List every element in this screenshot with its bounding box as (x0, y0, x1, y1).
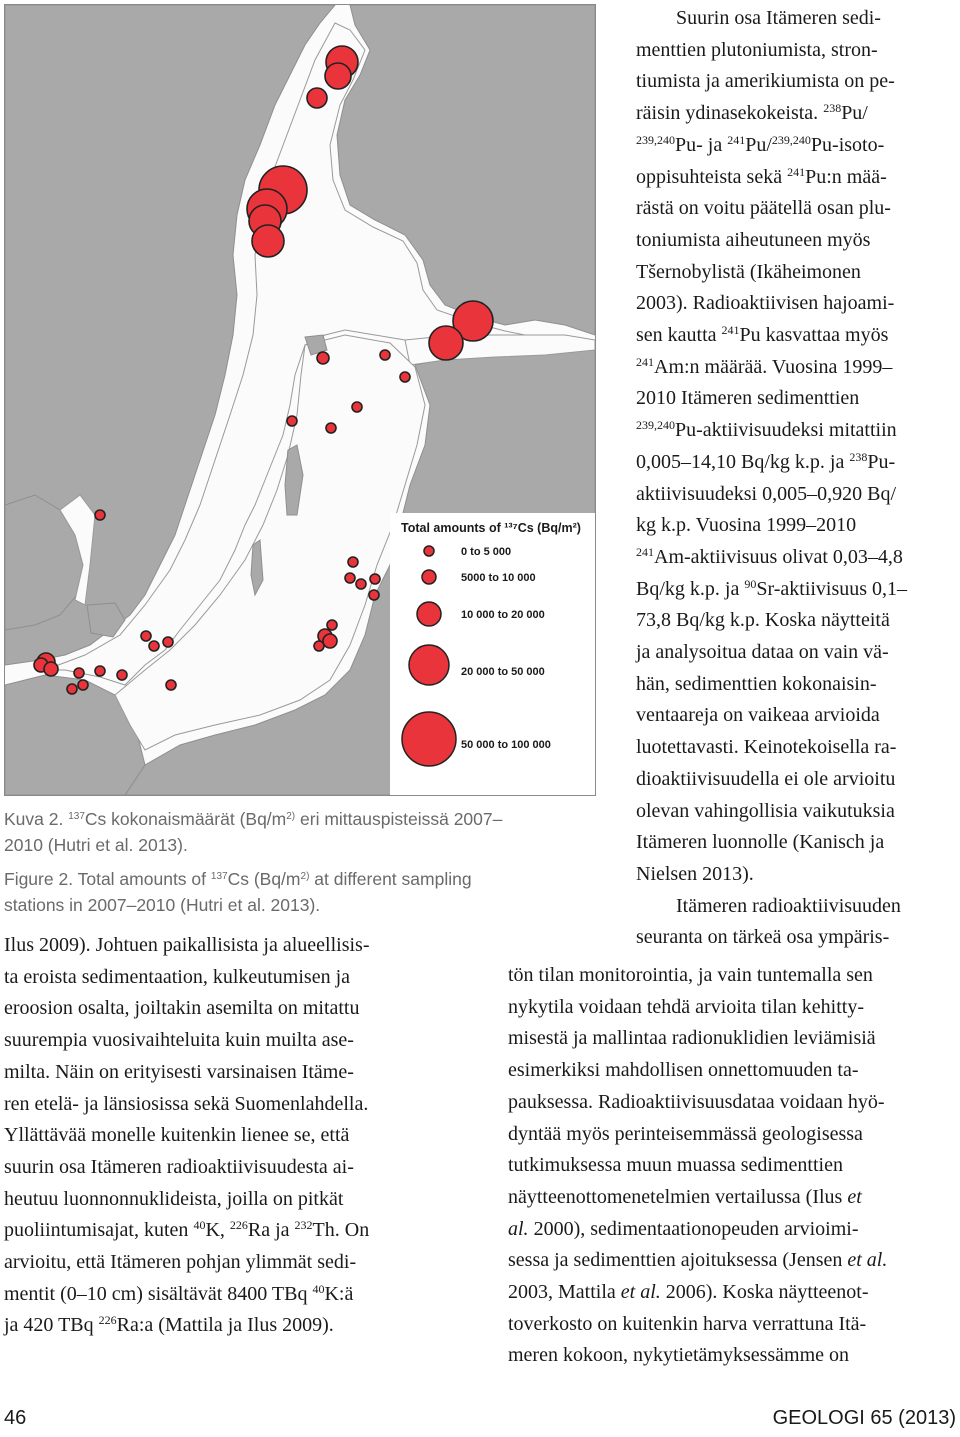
station-marker (380, 350, 390, 360)
station-marker (326, 423, 336, 433)
station-marker (323, 634, 337, 648)
legend (390, 513, 595, 795)
station-marker (429, 326, 463, 360)
paragraph: tön tilan monitorointia, ja vain tuntemalla sen nykytila voidaan tehdä arvioita tilan kehitty- misestä ja mallintaa radionuklidien leviämisiä esimerkiksi mahdollisen onnettomuuden ta- pauksessa. Radioaktiivisuusdataa voidaan hyö- dyntää myös perinteisemmässä geologisessa tutkimuksessa muun muassa sedimenttien näytteenottomenetelmien vertailussa (Ilus et al. 2000), sedimentaationopeuden arvioimi- sessa ja sedimenttien ajoituksessa (Jensen et al. 2003, Mattila et al. 2006). Koska näytteenot- toverkosto on kuitenkin harva verrattuna Itä- meren kokoon, nykytietämyksessämme on (508, 964, 888, 1367)
baltic-sea-map (5, 5, 595, 795)
station-marker (370, 574, 380, 584)
station-marker (166, 680, 176, 690)
legend-label-class-1: 0 to 5 000 (461, 546, 512, 558)
station-marker (400, 372, 410, 382)
station-marker (78, 680, 88, 690)
body-text-left-column (4, 930, 454, 1342)
station-marker (287, 416, 297, 426)
page-number: 46 (4, 1407, 27, 1429)
station-marker (352, 402, 362, 412)
station-marker (307, 88, 327, 108)
journal-running-footer: GEOLOGI 65 (2013) (772, 1407, 956, 1429)
caption-label-en: Figure 2. Total amounts of (4, 869, 207, 889)
legend-title: Total amounts of ¹³⁷Cs (Bq/m²) (401, 521, 581, 535)
station-marker (252, 225, 284, 257)
station-marker (356, 579, 366, 589)
station-marker (317, 352, 329, 364)
legend-symbol-class-3 (417, 602, 441, 626)
paragraph: Ilus 2009). Johtuen paikallisista ja alueellisis- ta eroista sedimentaation, kulkeutumisen ja eroosion osalta, joiltakin asemilta on mitattu suurempia vuosivaihteluita kuin muilta ase- milta. Näin on erityisesti varsinaisen Itäme- ren etelä- ja länsiosissa sekä Suomenlahdella. Yllättävää monelle kuitenkin lienee se, että suurin osa Itämeren radioaktiivisuudesta ai- heutuu luonnonnuklideista, joilla on pitkät puoliintumisajat, kuten $^{40}$K, $^{226}$Ra ja $^{232}$Th. On arvioitu, että Itämeren pohjan ylimmät sedi- mentit (0–10 cm) sisältävät 8400 TBq $^{40}$K:ä ja 420 TBq $^{226}$Ra:a (Mattila ja Ilus 2009). (4, 934, 370, 1337)
station-marker (67, 684, 77, 694)
cs137-map-figure (4, 4, 596, 796)
caption-label: Kuva 2. (4, 809, 64, 829)
figure-caption-finnish: Kuva 2. $^{137}$Cs kokonaismäärät ($Bq/m^{2)}$ eri mittauspisteissä 2007– 2010 (Hutri et al. 2013). (4, 809, 503, 855)
station-marker (95, 666, 105, 676)
legend-label-class-2: 5000 to 10 000 (461, 572, 536, 584)
station-marker (141, 631, 151, 641)
paragraph: Suurin osa Itämeren sedi- menttien plutoniumista, stron- tiumista ja amerikiumista on pe- räisin ydinasekokeista. $^{238}$Pu/ $^{239,240}$Pu- ja $^{241}$Pu/$^{239,240}$Pu-isoto- oppisuhteista sekä $^{241}$Pu:n mää- rästä on voitu päätellä osan plu- toniumista aiheutuneen myös Tšernobylistä (Ikäheimonen 2003). Radioaktiivisen hajoami- sen kautta $^{241}$Pu kasvattaa myös $^{241}$Am:n määrää. Vuosina 1999– 2010 Itämeren sedimenttien $^{239,240}$Pu-aktiivisuudeksi mitattiin 0,005–14,10 Bq/kg k.p. ja $^{238}$Pu- aktiivisuudeksi 0,005–0,920 Bq/ kg k.p. Vuosina 1999–2010 $^{241}$Am-aktiivisuus olivat 0,03–4,8 Bq/kg k.p. ja $^{90}$Sr-aktiivisuus 0,1– 73,8 Bq/kg k.p. Koska näytteitä ja analysoitua dataa on vain vä- hän, sedimenttien kokonaisin- ventaareja on vaikeaa arvioida luotettavasti. Keinotekoisella ra- dioaktiivisuudella ei ole arvioitu olevan vahingollisia vaikutuksia Itämeren luonnolle (Kanisch ja Nielsen 2013). (636, 7, 908, 885)
legend-symbol-class-2 (422, 570, 436, 584)
station-marker (327, 620, 337, 630)
station-marker (163, 637, 173, 647)
station-marker (117, 670, 127, 680)
legend-symbol-class-4 (409, 645, 449, 685)
legend-label-class-5: 50 000 to 100 000 (461, 739, 551, 751)
station-marker (348, 557, 358, 567)
legend-symbol-class-1 (424, 546, 434, 556)
station-marker (345, 573, 355, 583)
station-marker (314, 641, 324, 651)
station-marker (44, 662, 58, 676)
legend-symbol-class-5 (402, 712, 456, 766)
station-marker (95, 510, 105, 520)
body-text-right-bottom-column (508, 960, 958, 1372)
figure-caption-english: Figure 2. Total amounts of $^{137}$Cs ($Bq/m^{2)}$ at different sampling stations in 2007–2010 (Hutri et al. 2013). (4, 869, 472, 915)
station-marker (369, 590, 379, 600)
paragraph: Itämeren radioaktiivisuuden seuranta on tärkeä osa ympäris- (636, 894, 901, 949)
station-marker (74, 668, 84, 678)
station-marker (325, 63, 351, 89)
body-text-right-column (636, 3, 958, 954)
legend-label-class-4: 20 000 to 50 000 (461, 666, 545, 678)
station-marker (149, 641, 159, 651)
legend-label-class-3: 10 000 to 20 000 (461, 609, 545, 621)
